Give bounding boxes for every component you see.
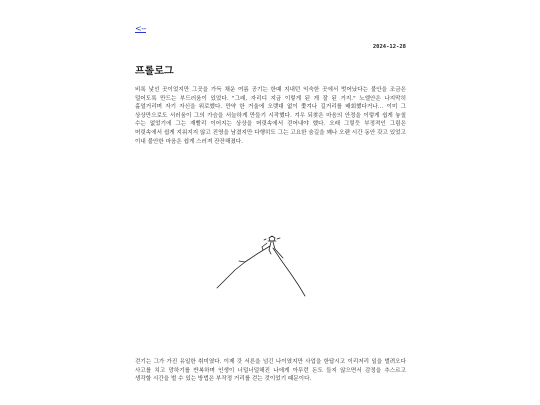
post-date: 2024-12-28 [372,44,406,50]
post-title: 프롤로그 [135,66,174,77]
post-paragraph-2: 걷기는 그가 가진 유일한 취미였다. 이제 갓 서른을 넘긴 나이였지만 사업을 한답시고 이리저리 일을 벌려오다 사고를 치고 망하기를 반복하며 인생이 너덜너덜해진 나에게 아무런 돈도 들지 않으면서 감정을 추스르고 생각할 시간을 벌 수 있는 방법은 부작정 거리를 걷는 것이었기 때문이다. [135,359,406,383]
back-link[interactable]: <-- [135,24,146,33]
walking-figure-sketch-icon [205,228,335,303]
post-paragraph-1: 비록 낯선 곳이었지만 그곳을 가득 채운 여름 공기는 한때 지내던 익숙한 곳에서 벗어났다는 불안을 조금은 덜어도록 만드는 부드러움이 있었다. "그래, 자리디 지금 이렇게 된 게 잘 된 거지." 노엘안은 나지막히 홀얼거리며 자기 자신을 위로했다. 만약 한 거울에 오랫대 없이 쫓겨나 길거리를 배회했다거나… 이미 그 상상만으로도 서러움이 그의 가슴을 서늘하게 만들기 시작했다. 겨우 되찾은 마음의 안정을 이렇게 쉽게 놓칠 수는 없었기에 그는 재빨리 이어지는 상상을 머릿속에서 걷어내야 했다. 오래 그렇듯 부정적인 그림은 머릿속에서 쉽게 지워지지 않고 진영을 남겼지만 다행히도 그는 고요한 숨길을 꽤나 오랜 시간 동안 갖고 있었고 이내 불안한 마음은 쉽게 스러져 잔잔해졌다. [135,87,406,145]
